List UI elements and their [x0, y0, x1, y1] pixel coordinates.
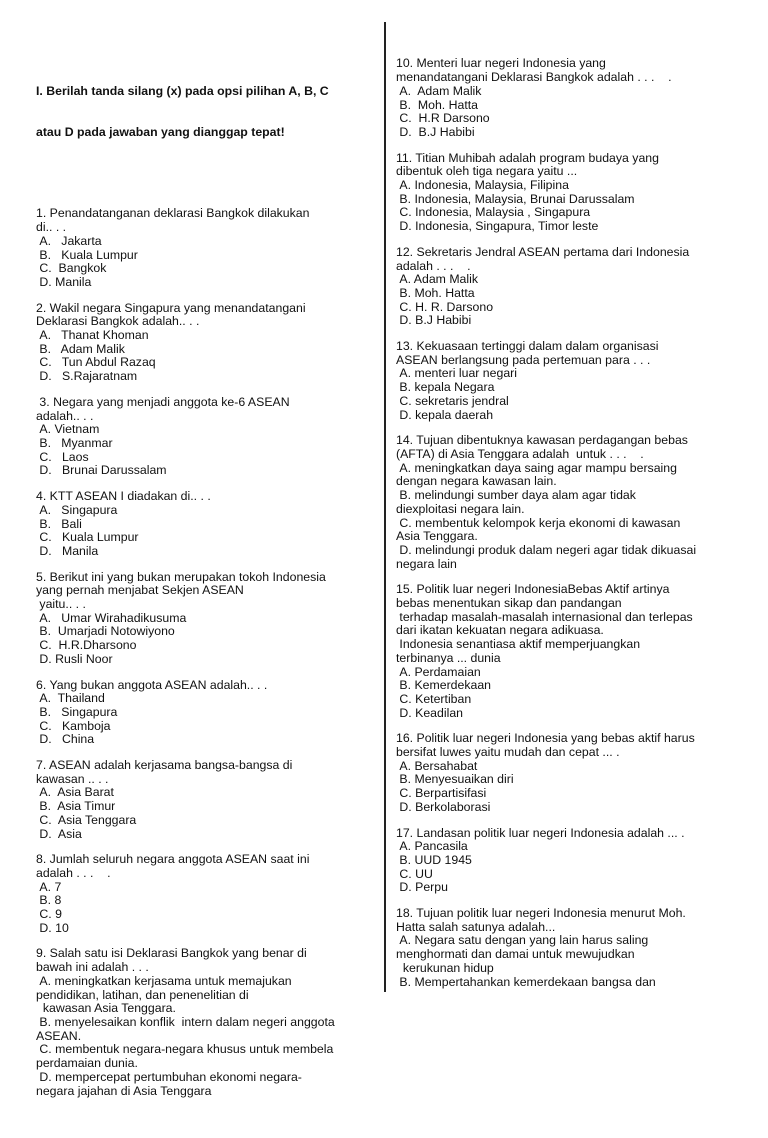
answer-option[interactable]: perdamaian dunia. [36, 1056, 138, 1071]
question-item [36, 207, 372, 289]
answer-option[interactable]: D. mempercepat pertumbuhan ekonomi negara- [36, 1069, 302, 1084]
answer-option[interactable]: A. Pancasila [396, 839, 468, 854]
instructions-heading [36, 57, 372, 167]
answer-option[interactable]: B. Myanmar [36, 435, 113, 450]
answer-option[interactable]: B. kepala Negara [396, 380, 495, 395]
answer-option[interactable]: B. Umarjadi Notowiyono [36, 624, 175, 639]
answer-option[interactable]: B. 8 [36, 893, 62, 908]
answer-option[interactable]: D. B.J Habibi [396, 313, 472, 328]
question-item [396, 340, 736, 422]
question-item [396, 246, 736, 328]
answer-option[interactable]: negara lain [396, 556, 457, 571]
answer-option[interactable]: D. S.Rajaratnam [36, 369, 138, 384]
answer-option[interactable]: D. Indonesia, Singapura, Timor leste [396, 219, 599, 234]
answer-option[interactable]: B. Mempertahankan kemerdekaan bangsa dan [396, 974, 656, 989]
answer-option[interactable]: C. Bangkok [36, 261, 107, 276]
question-text: 18. Tujuan politik luar negeri Indonesia menurut Moh. [396, 906, 686, 921]
answer-option[interactable]: B. menyelesaikan konflik intern dalam negeri anggota [36, 1015, 335, 1029]
question-text: bebas menentukan sikap dan pandangan [396, 596, 622, 611]
question-text: bawah ini adalah . . . [36, 960, 149, 975]
left-question-list [36, 207, 372, 1098]
answer-option[interactable]: A. Bersahabat [396, 758, 478, 773]
question-text: 15. Politik luar negeri IndonesiaBebas Aktif artinya [396, 582, 670, 597]
answer-option[interactable]: A. 7 [36, 879, 62, 894]
right-question-list [396, 57, 736, 989]
answer-option[interactable]: B. Asia Timur [36, 799, 116, 814]
question-text: 8. Jumlah seluruh negara anggota ASEAN saat ini [36, 852, 310, 867]
answer-option[interactable]: B. Adam Malik [36, 341, 125, 356]
answer-option[interactable]: A. Adam Malik [396, 272, 479, 287]
question-item [396, 907, 736, 989]
answer-option[interactable]: B. Bali [36, 516, 82, 531]
answer-option[interactable]: A. meningkatkan kerjasama untuk memajukan [36, 973, 292, 988]
left-column [36, 30, 372, 1138]
question-item [396, 583, 736, 720]
question-text: dari ikatan kekuatan negara adikuasa. [396, 623, 604, 638]
question-text: 16. Politik luar negeri Indonesia yang bebas aktif harus [396, 731, 695, 746]
answer-option[interactable]: C. 9 [36, 907, 62, 922]
answer-option[interactable]: A. Adam Malik [396, 83, 482, 98]
answer-option[interactable]: D. Brunai Darussalam [36, 463, 167, 478]
question-text: yaitu.. . . [36, 597, 86, 612]
answer-option[interactable]: D. kepala daerah [396, 407, 494, 422]
question-text: 12. Sekretaris Jendral ASEAN pertama dari Indonesia [396, 244, 690, 259]
question-text: 17. Landasan politik luar negeri Indonesia adalah ... . [396, 825, 685, 840]
answer-option[interactable]: dengan negara kawasan lain. [396, 474, 557, 489]
question-item [36, 853, 372, 935]
question-item [36, 302, 372, 384]
answer-option[interactable]: B. Menyesuaikan diri [396, 772, 514, 787]
answer-option[interactable]: A. menteri luar negari [396, 366, 517, 381]
question-text: 7. ASEAN adalah kerjasama bangsa-bangsa di [36, 758, 293, 773]
question-text: 2. Wakil negara Singapura yang menandatangani [36, 300, 306, 315]
question-text: adalah . . . . [396, 258, 471, 273]
question-text: bersifat luwes yaitu mudah dan cepat ... . [396, 745, 620, 760]
question-item [396, 57, 736, 139]
question-text: 1. Penandatanganan deklarasi Bangkok dilakukan [36, 206, 310, 221]
answer-option[interactable]: C. Berpartisifasi [396, 786, 487, 801]
heading-line: atau D pada jawaban yang dianggap tepat! [36, 124, 285, 139]
answer-option[interactable]: B. UUD 1945 [396, 852, 472, 867]
question-text: terhadap masalah-masalah internasional dan terlepas [396, 609, 693, 624]
answer-option[interactable]: B. Kuala Lumpur [36, 247, 138, 262]
answer-option[interactable]: D. Asia [36, 826, 82, 841]
question-text: 4. KTT ASEAN I diadakan di.. . . [36, 489, 211, 504]
question-item [36, 759, 372, 841]
heading-line: I. Berilah tanda silang (x) pada opsi pilihan A, B, C [36, 83, 329, 98]
answer-option[interactable]: A. Negara satu dengan yang lain harus saling [396, 933, 649, 948]
answer-option[interactable]: D. B.J Habibi [396, 124, 475, 139]
answer-option[interactable]: C. Ketertiban [396, 691, 472, 706]
question-text: 13. Kekuasaan tertinggi dalam dalam organisasi [396, 339, 659, 354]
question-text: 14. Tujuan dibentuknya kawasan perdagangan bebas [396, 433, 688, 448]
answer-option[interactable]: C. Kamboja [36, 718, 111, 733]
question-item [36, 679, 372, 748]
question-text: 10. Menteri luar negeri Indonesia yang [396, 56, 606, 71]
question-text: menandatangani Deklarasi Bangkok adalah . . . . [396, 70, 672, 85]
answer-option[interactable]: C. membentuk negara-negara khusus untuk membela [36, 1042, 334, 1057]
answer-option[interactable]: C. Asia Tenggara [36, 812, 137, 827]
answer-option[interactable]: A. Asia Barat [36, 785, 114, 800]
answer-option[interactable]: C. Kuala Lumpur [36, 530, 139, 545]
answer-option[interactable]: C. Laos [36, 449, 89, 464]
question-text: ASEAN berlangsung pada pertemuan para . . . [396, 352, 651, 367]
answer-option[interactable]: Asia Tenggara. [396, 529, 478, 544]
question-text: 6. Yang bukan anggota ASEAN adalah.. . . [36, 677, 268, 692]
question-item [396, 827, 736, 896]
answer-option[interactable]: negara jajahan di Asia Tenggara [36, 1083, 212, 1098]
answer-option[interactable]: C. Indonesia, Malaysia , Singapura [396, 205, 591, 220]
answer-option[interactable]: B. Moh. Hatta [396, 285, 475, 300]
answer-option[interactable]: A. Singapura [36, 502, 118, 517]
question-text: 5. Berikut ini yang bukan merupakan tokoh Indonesia [36, 569, 326, 584]
question-text: dibentuk oleh tiga negara yaitu ... [396, 164, 578, 179]
answer-option[interactable]: C. UU [396, 866, 433, 881]
answer-option[interactable]: D. Berkolaborasi [396, 799, 491, 814]
answer-option[interactable]: D. 10 [36, 920, 69, 935]
question-text: adalah.. . . [36, 408, 94, 423]
answer-option[interactable]: D. Manila [36, 543, 99, 558]
answer-option[interactable]: D. Perpu [396, 880, 448, 895]
question-text: 11. Titian Muhibah adalah program budaya yang [396, 150, 659, 165]
question-text: Indonesia senantiasa aktif memperjuangkan [396, 637, 641, 652]
question-item [396, 434, 736, 571]
answer-option[interactable]: C. membentuk kelompok kerja ekonomi di kawasan [396, 515, 681, 530]
question-text: 9. Salah satu isi Deklarasi Bangkok yang benar di [36, 946, 307, 961]
answer-option[interactable]: kawasan Asia Tenggara. [36, 1001, 176, 1016]
question-text: (AFTA) di Asia Tenggara adalah untuk . . . . [396, 446, 644, 461]
answer-option[interactable]: C. H. R. Darsono [396, 299, 494, 314]
question-text: Deklarasi Bangkok adalah.. . . [36, 314, 200, 329]
answer-option[interactable]: B. Singapura [36, 704, 118, 719]
question-text: kawasan .. . . [36, 771, 109, 786]
answer-option[interactable]: C. sekretaris jendral [396, 393, 509, 408]
question-item [36, 947, 372, 1098]
answer-option[interactable]: B. melindungi sumber daya alam agar tidak [396, 488, 636, 503]
answer-option[interactable]: A. Vietnam [36, 422, 100, 437]
question-text: di.. . . [36, 220, 67, 235]
question-text: 3. Negara yang menjadi anggota ke-6 ASEAN [36, 394, 290, 409]
answer-option[interactable]: A. Thailand [36, 691, 105, 706]
answer-option[interactable]: D. Manila [36, 274, 92, 289]
answer-option[interactable]: pendidikan, latihan, dan penenelitian di [36, 987, 249, 1002]
answer-option[interactable]: D. China [36, 732, 95, 747]
answer-option[interactable]: A. Indonesia, Malaysia, Filipina [396, 178, 569, 193]
answer-option[interactable]: C. Tun Abdul Razaq [36, 355, 156, 370]
answer-option[interactable]: B. Moh. Hatta [396, 97, 479, 112]
answer-option[interactable]: C. H.R Darsono [396, 111, 490, 126]
column-divider [384, 22, 386, 992]
answer-option[interactable]: A. Thanat Khoman [36, 328, 149, 343]
answer-option[interactable]: A. meningkatkan daya saing agar mampu bersaing [396, 460, 677, 475]
answer-option[interactable]: D. Keadilan [396, 705, 463, 720]
answer-option[interactable]: diexploitasi negara lain. [396, 501, 525, 516]
answer-option[interactable]: C. H.R.Dharsono [36, 638, 137, 653]
question-item [36, 396, 372, 478]
answer-option[interactable]: D. melindungi produk dalam negeri agar tidak dikuasai [396, 542, 697, 557]
answer-option[interactable]: A. Jakarta [36, 233, 102, 248]
answer-option[interactable]: D. Rusli Noor [36, 651, 113, 666]
answer-option[interactable]: kerukunan hidup [396, 960, 494, 975]
answer-option[interactable]: B. Indonesia, Malaysia, Brunai Darussalam [396, 191, 635, 206]
answer-option[interactable]: A. Perdamaian [396, 664, 481, 679]
answer-option[interactable]: ASEAN. [36, 1028, 82, 1043]
question-item [36, 571, 372, 667]
question-text: terbinanya ... dunia [396, 650, 501, 665]
question-item [36, 490, 372, 559]
question-item [396, 732, 736, 814]
question-text: Hatta salah satunya adalah... [396, 919, 556, 934]
answer-option[interactable]: A. Umar Wirahadikusuma [36, 610, 187, 625]
answer-option[interactable]: menghormati dan damai untuk mewujudkan [396, 947, 635, 962]
question-item [396, 152, 736, 234]
right-column [396, 30, 736, 1029]
question-text: adalah . . . . [36, 865, 111, 880]
question-text: yang pernah menjabat Sekjen ASEAN [36, 583, 244, 598]
answer-option[interactable]: B. Kemerdekaan [396, 678, 492, 693]
